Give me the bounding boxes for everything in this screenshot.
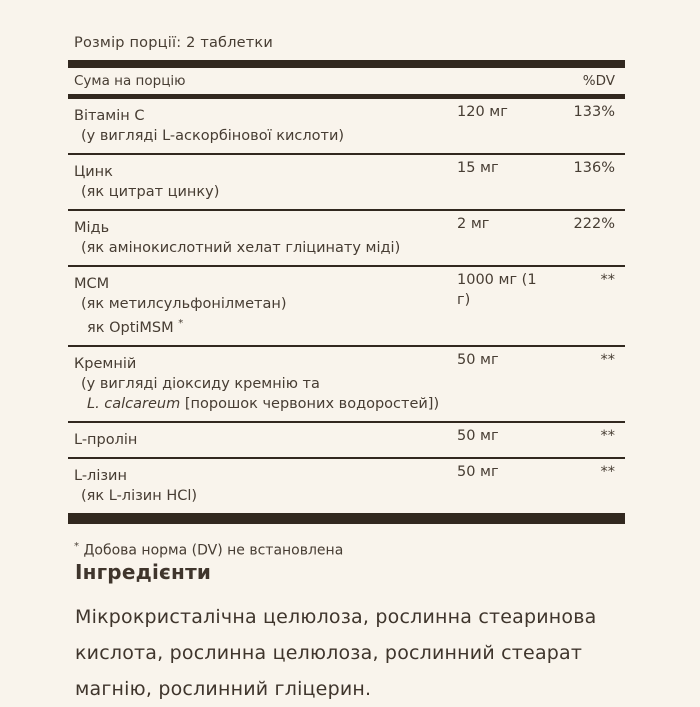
nutrient-name: Мідь — [74, 220, 110, 236]
nutrient-dv: 222% — [573, 216, 615, 232]
nutrient-name-cell — [68, 157, 457, 202]
nutrient-name-cell — [68, 461, 457, 506]
table-row — [68, 347, 625, 423]
nutrient-amount: 50 мг — [457, 463, 499, 480]
nutrient-note: (як метилсульфонілметан) — [81, 296, 287, 312]
table-row — [68, 267, 625, 347]
nutrient-note: (у вигляді L-аскорбінової кислоти) — [81, 128, 345, 144]
table-row — [68, 211, 625, 267]
table-row — [68, 459, 625, 513]
nutrient-amount: 2 мг — [457, 216, 490, 232]
nutrient-amount: 50 мг — [457, 427, 499, 444]
nutrient-name: L-лізин — [74, 467, 127, 484]
table-row — [68, 423, 625, 459]
serving-size: Розмір порції: 2 таблетки — [74, 35, 274, 51]
ingredients-text: Мікрокристалічна целюлоза, рослинна стеаринова кислота, рослинна целюлоза, рослинний стеарат магнію, рослинний гліцерин. — [75, 606, 597, 700]
nutrient-dv: ** — [600, 427, 615, 444]
nutrient-amount: 1000 мг (1 г) — [457, 272, 537, 308]
nutrient-name-cell — [68, 213, 457, 258]
trademark-mark: * — [178, 318, 184, 329]
nutrient-name-cell — [68, 425, 457, 450]
footnote-mark: * — [74, 540, 79, 552]
amount-per-serving-header: Сума на порцію — [74, 73, 186, 89]
nutrient-amount: 120 мг — [457, 104, 508, 120]
nutrient-name: МСМ — [74, 276, 110, 292]
nutrient-note: (як амінокислотний хелат гліцинату міді) — [81, 240, 401, 256]
nutrient-dv: 136% — [573, 160, 615, 176]
nutrient-name-cell — [68, 349, 457, 414]
nutrient-name-cell — [68, 269, 457, 338]
dv-header: %DV — [582, 73, 615, 89]
nutrient-dv: ** — [600, 463, 615, 480]
nutrient-name: L-пролін — [74, 431, 138, 448]
table-header — [68, 68, 625, 94]
nutrient-dv: ** — [600, 272, 615, 288]
dv-footnote: * Добова норма (DV) не встановлена — [74, 540, 344, 559]
nutrient-name-cell — [68, 101, 457, 146]
table-row — [68, 99, 625, 155]
top-rule — [68, 60, 625, 68]
nutrient-amount: 15 мг — [457, 160, 499, 176]
species-name: L. calcareum — [87, 395, 181, 412]
nutrient-dv: ** — [600, 351, 615, 368]
nutrient-name: Цинк — [74, 164, 113, 180]
nutrient-note: (у вигляді діоксиду кремнію та — [81, 375, 320, 392]
nutrient-amount: 50 мг — [457, 351, 499, 368]
nutrient-note: (як L-лізин HCl) — [81, 487, 198, 504]
nutrient-name: Вітамін C — [74, 108, 145, 124]
nutrient-dv: 133% — [573, 104, 615, 120]
nutrient-note: (як цитрат цинку) — [81, 184, 220, 200]
table-row — [68, 155, 625, 211]
ingredients-heading: Інгредієнти — [75, 560, 212, 584]
bottom-rule — [68, 513, 625, 524]
nutrient-note: як OptiMSM * — [87, 318, 184, 336]
supplement-facts-panel — [68, 33, 625, 560]
ingredients-section — [75, 560, 623, 707]
nutrient-name: Кремній — [74, 355, 137, 372]
nutrient-note: L. calcareum [порошок червоних водоростей]) — [87, 395, 440, 412]
